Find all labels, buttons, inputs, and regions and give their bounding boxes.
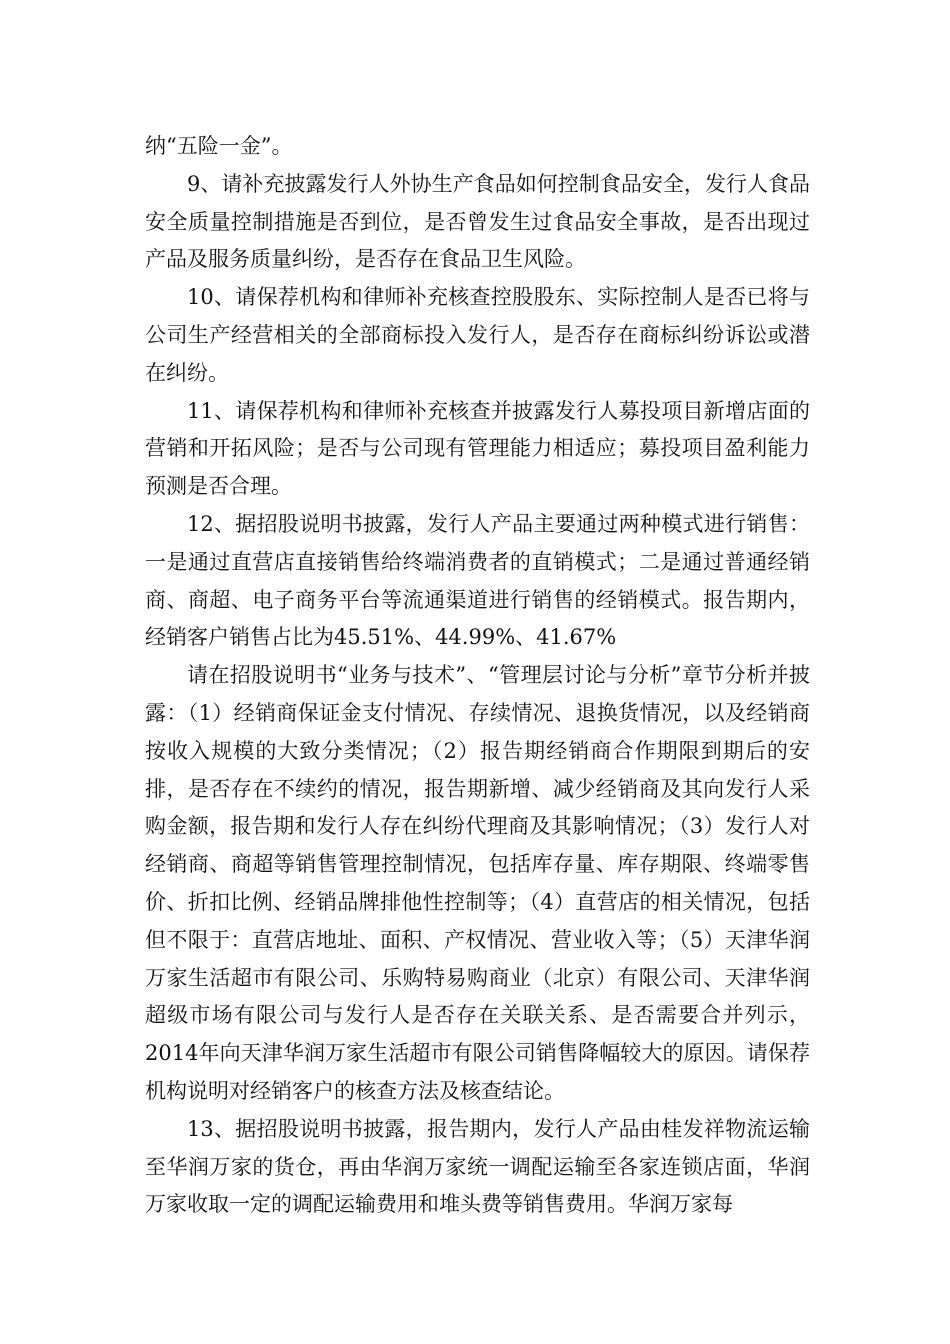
paragraph-item-9: 9、请补充披露发行人外协生产食品如何控制食品安全，发行人食品安全质量控制措施是否到位，是否曾发生过食品安全事故，是否出现过产品及服务质量纠纷，是否存在食品卫生风险。: [145, 171, 810, 272]
paragraph-item-11: 11、请保荐机构和律师补充核查并披露发行人募投项目新增店面的营销和开拓风险；是否与公司现有管理能力相适应；募投项目盈利能力预测是否合理。: [145, 398, 810, 499]
document-body: [145, 128, 810, 1224]
paragraph-item-10: 10、请保荐机构和律师补充核查控股股东、实际控制人是否已将与公司生产经营相关的全部商标投入发行人，是否存在商标纠纷诉讼或潜在纠纷。: [145, 285, 810, 385]
paragraph-item-12: 12、据招股说明书披露，发行人产品主要通过两种模式进行销售：一是通过直营店直接销售给终端消费者的直销模式；二是通过普通经销商、商超、电子商务平台等流通渠道进行销售的经销模式。报告期内，经销客户销售占比为45.51%、44.99%、41.67%: [145, 511, 810, 650]
paragraph-item-12-request: 请在招股说明书“业务与技术”、“管理层讨论与分析”章节分析并披露：（1）经销商保证金支付情况、存续情况、退换货情况，以及经销商按收入规模的大致分类情况；（2）报告期经销商合作期限到期后的安排，是否存在不续约的情况，报告期新增、减少经销商及其向发行人采购金额，报告期和发行人存在纠纷代理商及其影响情况；（3）发行人对经销商、商超等销售管理控制情况，包括库存量、库存期限、终端零售价、折扣比例、经销品牌排他性控制等；（4）直营店的相关情况，包括但不限于：直营店地址、面积、产权情况、营业收入等；（5）天津华润万家生活超市有限公司、乐购特易购商业（北京）有限公司、天津华润超级市场有限公司与发行人是否存在关联关系、是否需要合并列示，2014年向天津华润万家生活超市有限公司销售降幅较大的原因。请保荐机构说明对经销客户的核查方法及核查结论。: [145, 663, 810, 1103]
paragraph-continuation: 纳“五险一金”。: [145, 134, 293, 158]
paragraph-item-13: 13、据招股说明书披露，报告期内，发行人产品由桂发祥物流运输至华润万家的货仓，再由华润万家统一调配运输至各家连锁店面，华润万家收取一定的调配运输费用和堆头费等销售费用。华润万家每: [145, 1116, 810, 1217]
